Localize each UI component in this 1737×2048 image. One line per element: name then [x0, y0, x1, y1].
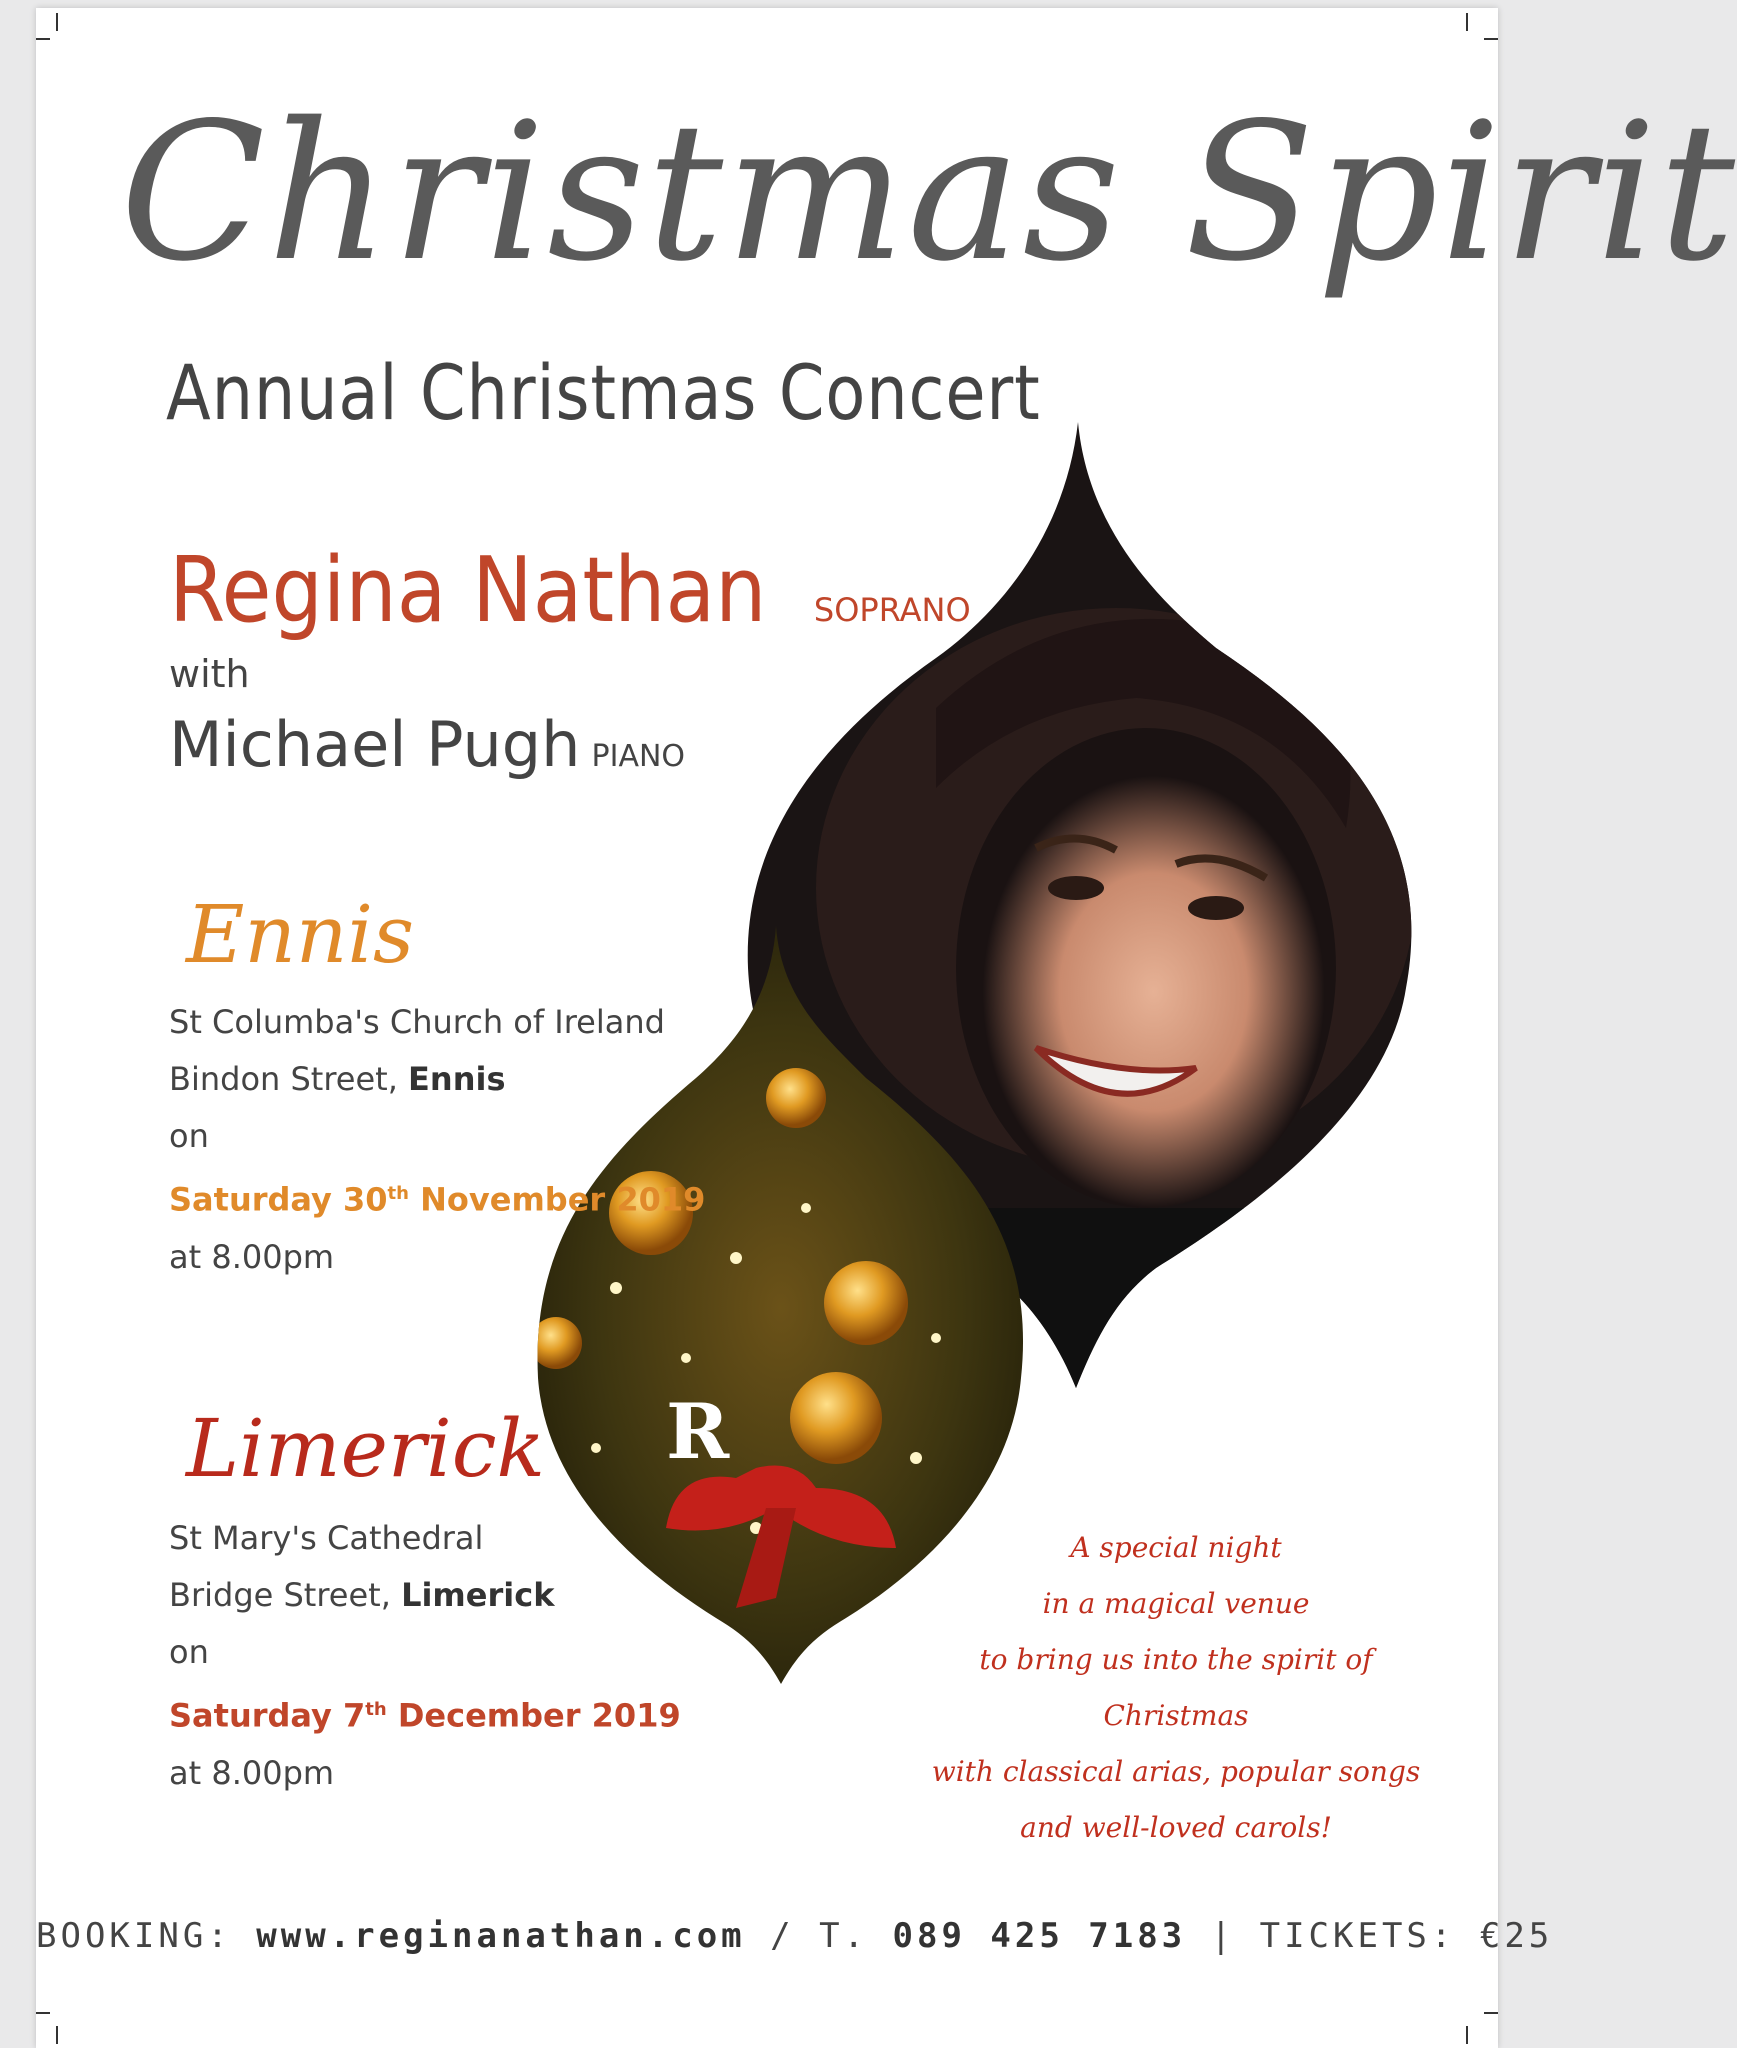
- performer-role: PIANO: [591, 739, 686, 774]
- ennis-heading: Ennis: [186, 888, 415, 981]
- limerick-details: [169, 1510, 681, 1802]
- performer-name: Regina Nathan: [169, 538, 767, 643]
- performer-soprano: [169, 538, 971, 643]
- tagline-line: to bring us into the spirit of Christmas: [979, 1643, 1373, 1732]
- concert-date: Saturday 30th November 2019: [169, 1180, 706, 1219]
- phone-number: 089 425 7183: [892, 1916, 1187, 1956]
- on-text: on: [169, 1633, 209, 1671]
- tickets-price: €25: [1479, 1916, 1554, 1956]
- concert-time: at 8.00pm: [169, 1237, 335, 1276]
- performer-role: SOPRANO: [813, 591, 971, 629]
- footer-separator: |: [1210, 1916, 1236, 1956]
- logo-mark: R: [666, 1387, 730, 1476]
- concert-date: Saturday 7th December 2019: [169, 1696, 681, 1735]
- limerick-heading: Limerick: [186, 1402, 546, 1495]
- tagline-line: in a magical venue: [1042, 1587, 1310, 1620]
- venue-street: Bindon Street, Ennis: [169, 1060, 506, 1098]
- tickets-label: TICKETS:: [1259, 1916, 1456, 1956]
- performer-name: Michael Pugh: [169, 708, 581, 781]
- with-text: with: [169, 652, 250, 696]
- performer-piano: [169, 708, 685, 781]
- tagline-line: and well-loved carols!: [1020, 1811, 1332, 1844]
- subtitle: Annual Christmas Concert: [166, 348, 1041, 437]
- poster: [36, 8, 1737, 2048]
- page-title: Christmas Spirit: [120, 82, 1737, 303]
- phone-label: / T.: [770, 1916, 869, 1956]
- venue-name: St Columba's Church of Ireland: [169, 1003, 665, 1041]
- website-link[interactable]: www.reginanathan.com: [256, 1916, 746, 1956]
- tagline-line: A special night: [1070, 1531, 1282, 1564]
- venue-name: St Mary's Cathedral: [169, 1519, 484, 1557]
- venue-street: Bridge Street, Limerick: [169, 1576, 555, 1614]
- booking-label: BOOKING:: [36, 1916, 232, 1956]
- tagline: [916, 1520, 1436, 1856]
- concert-time: at 8.00pm: [169, 1753, 335, 1792]
- on-text: on: [169, 1117, 209, 1155]
- ennis-details: [169, 994, 705, 1286]
- tagline-line: with classical arias, popular songs: [931, 1755, 1421, 1788]
- booking-footer: [36, 1916, 1554, 1956]
